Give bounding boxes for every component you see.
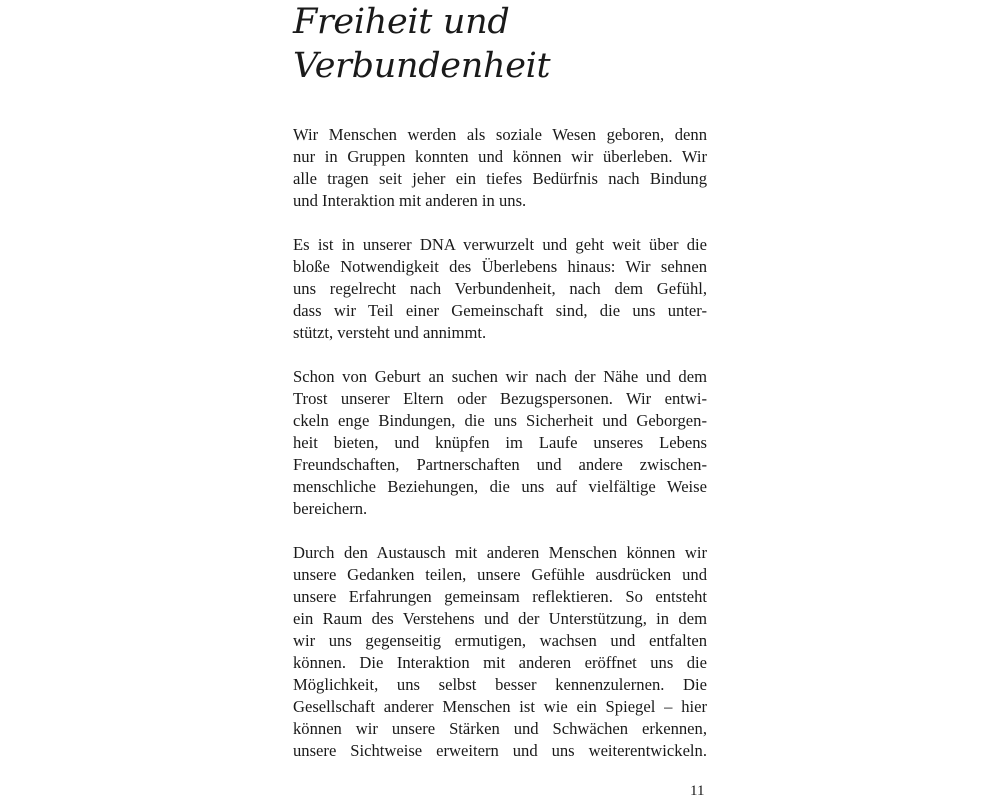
paragraph-line: alle tragen seit jeher ein tiefes Bedürfnis nach Bindung [293,169,707,188]
paragraph-line: nur in Gruppen konnten und können wir überleben. Wir [293,147,707,166]
chapter-title [293,0,707,88]
paragraph-line: stützt, versteht und annimmt. [293,323,487,342]
paragraph [293,366,707,520]
paragraph-line: und Interaktion mit anderen in uns. [293,191,527,210]
chapter-body [293,124,707,784]
paragraph-line: bloße Notwendigkeit des Überlebens hinaus: Wir sehnen [293,257,707,276]
paragraph-line: heit bieten, und knüpfen im Laufe unseres Lebens [293,433,707,452]
paragraph-line: können. Die Interaktion mit anderen eröffnet uns die [293,653,707,672]
chapter-title-line: Freiheit und [293,2,510,42]
chapter-title-line: Verbundenheit [293,46,551,86]
paragraph-line: wir uns gegenseitig ermutigen, wachsen und entfalten [293,631,707,650]
paragraph-line: Wir Menschen werden als soziale Wesen geboren, denn [293,125,707,144]
paragraph [293,124,707,212]
paragraph-line: Freundschaften, Partnerschaften und andere zwischen- [293,455,707,474]
paragraph-line: Schon von Geburt an suchen wir nach der Nähe und dem [293,367,707,386]
paragraph-line: Trost unserer Eltern oder Bezugspersonen. Wir entwi- [293,389,707,408]
paragraph-line: Durch den Austausch mit anderen Menschen können wir [293,543,707,562]
page-number: 11 [690,783,705,799]
paragraph-line: ein Raum des Verstehens und der Unterstützung, in dem [293,609,707,628]
paragraph-line: Es ist in unserer DNA verwurzelt und geht weit über die [293,235,707,254]
paragraph-line: uns regelrecht nach Verbundenheit, nach dem Gefühl, [293,279,707,298]
paragraph-line: ckeln enge Bindungen, die uns Sicherheit und Geborgen- [293,411,707,430]
paragraph-line: können wir unsere Stärken und Schwächen erkennen, [293,719,707,738]
paragraph-line: unsere Gedanken teilen, unsere Gefühle ausdrücken und [293,565,707,584]
paragraph-line: menschliche Beziehungen, die uns auf vielfältige Weise [293,477,707,496]
text-column [293,0,707,760]
paragraph [293,234,707,344]
paragraph-line: unsere Erfahrungen gemeinsam reflektieren. So entsteht [293,587,707,606]
paragraph-line: bereichern. [293,499,368,518]
paragraph-line: Gesellschaft anderer Menschen ist wie ein Spiegel – hier [293,697,707,716]
paragraph [293,542,707,762]
paragraph-line: unsere Sichtweise erweitern und uns weiterentwickeln. [293,741,707,760]
paragraph-line: Möglichkeit, uns selbst besser kennenzulernen. Die [293,675,707,694]
paragraph-line: dass wir Teil einer Gemeinschaft sind, die uns unter- [293,301,707,320]
